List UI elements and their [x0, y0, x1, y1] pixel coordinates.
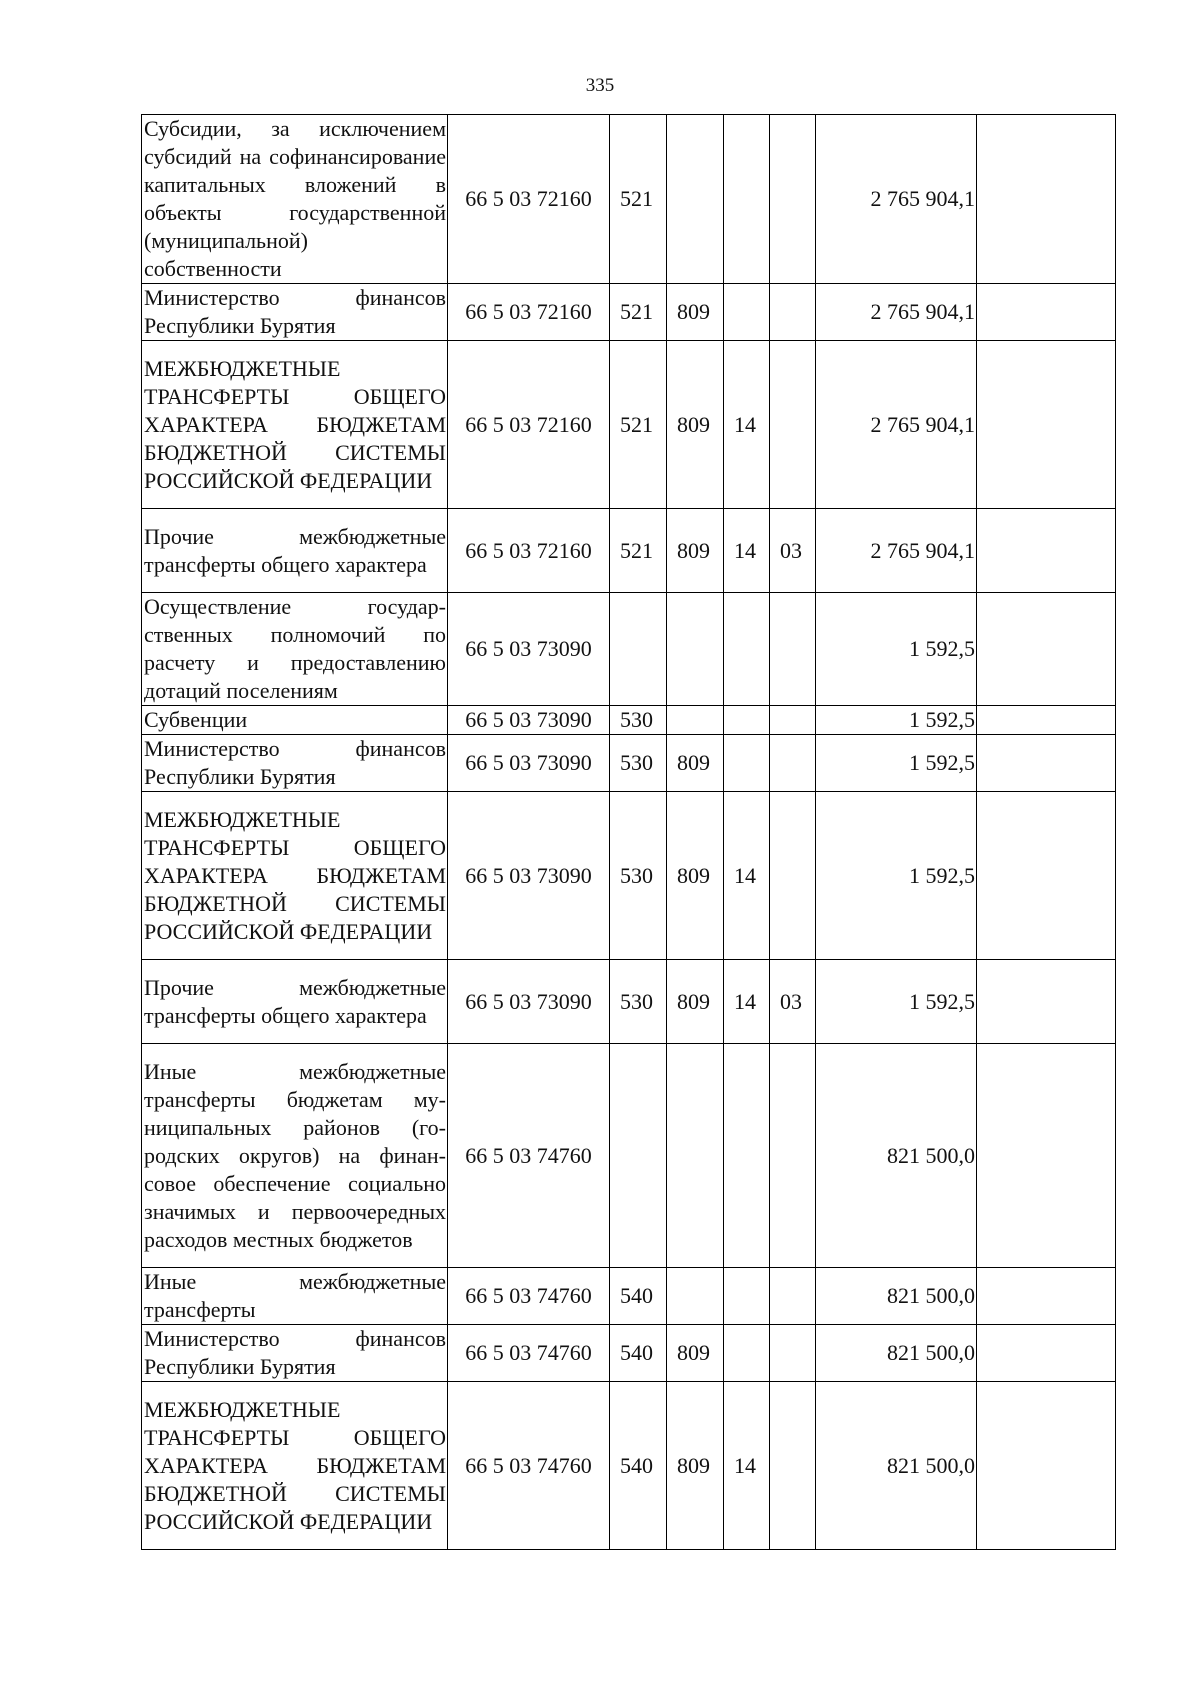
table-row: [142, 792, 1116, 960]
table-row: [142, 1268, 1116, 1325]
row-section-code: 14: [724, 960, 770, 1044]
row-name: Субсидии, за исключением субсидий на софинансирование капитальных вложений в объекты государственной (муниципальной) собственности: [142, 115, 448, 284]
budget-table-body: [142, 115, 1116, 1550]
row-name: Иные межбюджетные трансферты бюджетам муниципальных районов (городских округов) на финансовое обеспечение социально значимых и первоочередных расходов местных бюджетов: [142, 1044, 448, 1268]
row-section-code: 14: [724, 341, 770, 509]
row-subsection-code: [770, 115, 816, 284]
row-extra-cell: [977, 1382, 1116, 1550]
row-ministry-code: [667, 593, 724, 706]
row-extra-cell: [977, 509, 1116, 593]
row-amount: 1 592,5: [816, 960, 977, 1044]
row-ministry-code: [667, 706, 724, 735]
row-extra-cell: [977, 706, 1116, 735]
table-row: [142, 284, 1116, 341]
table-row: [142, 960, 1116, 1044]
row-target-article-code: 66 5 03 73090: [448, 960, 610, 1044]
row-section-code: 14: [724, 1382, 770, 1550]
row-target-article-code: 66 5 03 72160: [448, 284, 610, 341]
row-ministry-code: 809: [667, 960, 724, 1044]
table-row: [142, 509, 1116, 593]
row-target-article-code: 66 5 03 73090: [448, 735, 610, 792]
row-ministry-code: 809: [667, 341, 724, 509]
row-subsection-code: [770, 593, 816, 706]
row-expense-type-code: 540: [610, 1325, 667, 1382]
row-section-code: 14: [724, 509, 770, 593]
row-expense-type-code: 521: [610, 509, 667, 593]
row-target-article-code: 66 5 03 74760: [448, 1382, 610, 1550]
row-section-code: [724, 593, 770, 706]
row-name: Иные межбюджетные трансферты: [142, 1268, 448, 1325]
row-target-article-code: 66 5 03 72160: [448, 115, 610, 284]
row-subsection-code: [770, 1382, 816, 1550]
row-subsection-code: 03: [770, 960, 816, 1044]
table-row: [142, 115, 1116, 284]
row-amount: 1 592,5: [816, 706, 977, 735]
row-expense-type-code: [610, 1044, 667, 1268]
table-row: [142, 593, 1116, 706]
row-amount: 821 500,0: [816, 1044, 977, 1268]
row-extra-cell: [977, 593, 1116, 706]
row-name: МЕЖБЮДЖЕТНЫЕ ТРАНСФЕРТЫ ОБЩЕГО ХАРАКТЕРА БЮДЖЕТАМ БЮДЖЕТНОЙ СИСТЕМЫ РОССИЙСКОЙ ФЕДЕРАЦИИ: [142, 792, 448, 960]
row-subsection-code: [770, 341, 816, 509]
row-ministry-code: 809: [667, 1325, 724, 1382]
row-extra-cell: [977, 735, 1116, 792]
row-extra-cell: [977, 341, 1116, 509]
row-expense-type-code: 521: [610, 115, 667, 284]
table-row: [142, 1325, 1116, 1382]
row-ministry-code: 809: [667, 735, 724, 792]
row-amount: 821 500,0: [816, 1325, 977, 1382]
row-target-article-code: 66 5 03 72160: [448, 509, 610, 593]
table-row: [142, 735, 1116, 792]
row-amount: 2 765 904,1: [816, 115, 977, 284]
row-name: Прочие межбюджетные трансферты общего характера: [142, 509, 448, 593]
row-extra-cell: [977, 115, 1116, 284]
row-section-code: [724, 1325, 770, 1382]
row-target-article-code: 66 5 03 74760: [448, 1268, 610, 1325]
row-amount: 1 592,5: [816, 735, 977, 792]
row-expense-type-code: 540: [610, 1268, 667, 1325]
row-amount: 2 765 904,1: [816, 509, 977, 593]
row-extra-cell: [977, 1044, 1116, 1268]
row-subsection-code: [770, 792, 816, 960]
row-section-code: 14: [724, 792, 770, 960]
row-subsection-code: [770, 284, 816, 341]
row-expense-type-code: 530: [610, 706, 667, 735]
row-name: Министерство финансов Республики Бурятия: [142, 735, 448, 792]
row-subsection-code: [770, 1325, 816, 1382]
row-amount: 1 592,5: [816, 593, 977, 706]
row-extra-cell: [977, 1268, 1116, 1325]
row-name: Осуществление государственных полномочий по расчету и предоставлению дотаций поселениям: [142, 593, 448, 706]
row-ministry-code: [667, 115, 724, 284]
row-expense-type-code: 530: [610, 960, 667, 1044]
row-target-article-code: 66 5 03 73090: [448, 593, 610, 706]
row-expense-type-code: 521: [610, 341, 667, 509]
row-target-article-code: 66 5 03 74760: [448, 1044, 610, 1268]
row-ministry-code: 809: [667, 284, 724, 341]
row-name: МЕЖБЮДЖЕТНЫЕ ТРАНСФЕРТЫ ОБЩЕГО ХАРАКТЕРА БЮДЖЕТАМ БЮДЖЕТНОЙ СИСТЕМЫ РОССИЙСКОЙ ФЕДЕРАЦИИ: [142, 1382, 448, 1550]
row-extra-cell: [977, 960, 1116, 1044]
row-expense-type-code: 530: [610, 792, 667, 960]
row-section-code: [724, 735, 770, 792]
row-subsection-code: 03: [770, 509, 816, 593]
row-ministry-code: [667, 1044, 724, 1268]
row-section-code: [724, 1044, 770, 1268]
row-section-code: [724, 284, 770, 341]
row-name: Прочие межбюджетные трансферты общего характера: [142, 960, 448, 1044]
row-subsection-code: [770, 1044, 816, 1268]
budget-table: [141, 114, 1116, 1550]
row-expense-type-code: 530: [610, 735, 667, 792]
row-target-article-code: 66 5 03 72160: [448, 341, 610, 509]
row-name: Министерство финансов Республики Бурятия: [142, 284, 448, 341]
row-name: МЕЖБЮДЖЕТНЫЕ ТРАНСФЕРТЫ ОБЩЕГО ХАРАКТЕРА БЮДЖЕТАМ БЮДЖЕТНОЙ СИСТЕМЫ РОССИЙСКОЙ ФЕДЕРАЦИИ: [142, 341, 448, 509]
row-subsection-code: [770, 706, 816, 735]
row-amount: 821 500,0: [816, 1382, 977, 1550]
row-amount: 1 592,5: [816, 792, 977, 960]
row-amount: 2 765 904,1: [816, 284, 977, 341]
row-section-code: [724, 706, 770, 735]
row-name: Министерство финансов Республики Бурятия: [142, 1325, 448, 1382]
row-expense-type-code: [610, 593, 667, 706]
row-extra-cell: [977, 284, 1116, 341]
table-row: [142, 341, 1116, 509]
table-row: [142, 1382, 1116, 1550]
row-extra-cell: [977, 792, 1116, 960]
row-ministry-code: 809: [667, 1382, 724, 1550]
row-subsection-code: [770, 1268, 816, 1325]
row-expense-type-code: 521: [610, 284, 667, 341]
row-ministry-code: [667, 1268, 724, 1325]
row-section-code: [724, 115, 770, 284]
row-ministry-code: 809: [667, 792, 724, 960]
table-row: [142, 706, 1116, 735]
row-target-article-code: 66 5 03 74760: [448, 1325, 610, 1382]
row-ministry-code: 809: [667, 509, 724, 593]
row-name: Субвенции: [142, 706, 448, 735]
row-subsection-code: [770, 735, 816, 792]
row-section-code: [724, 1268, 770, 1325]
row-target-article-code: 66 5 03 73090: [448, 792, 610, 960]
table-row: [142, 1044, 1116, 1268]
row-extra-cell: [977, 1325, 1116, 1382]
row-amount: 821 500,0: [816, 1268, 977, 1325]
row-target-article-code: 66 5 03 73090: [448, 706, 610, 735]
row-expense-type-code: 540: [610, 1382, 667, 1550]
page-number: 335: [585, 75, 615, 96]
row-amount: 2 765 904,1: [816, 341, 977, 509]
